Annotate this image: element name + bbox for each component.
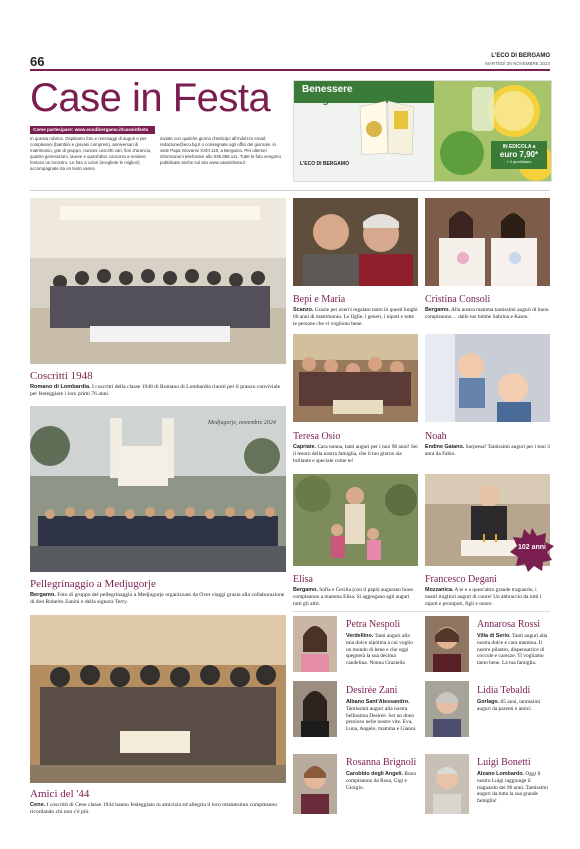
article-text: Tanti auguri alla nostra dolce e cara mamma. Il nostro pilastro, dispensatrice di coccole e carezze. Ti vogliamo tanto bene. La tua famiglia.	[477, 633, 548, 667]
article-place: Verdellino.	[346, 633, 374, 639]
article-body	[477, 771, 550, 805]
article-text: I coscritti di Cene classe 1944 hanno festeggiato in amicizia ed allegria il loro ottantesimo compleanno ricordando chi non c'è più.	[30, 802, 278, 815]
article-title: Rosanna Brignoli	[346, 757, 417, 768]
article-body	[425, 444, 550, 458]
article-text: I coscritti della classe 1948 di Romano di Lombardia riuniti per il pranzo conviviale per festeggiare i loro primi 76 anni.	[30, 384, 281, 397]
article-place: Albano Sant'Alessandro.	[346, 699, 410, 705]
ad-book-icon	[356, 99, 418, 157]
ad-badge-line-1: IN EDICOLA a	[502, 144, 536, 150]
article-body	[425, 307, 550, 321]
article-title: Teresa Osio	[293, 431, 341, 442]
article-text: Sofia e Cecilia (con il papà) augurano buon compleanno a mamma Elisa. Si aggregano agli auguri tutti gli altri.	[293, 587, 414, 607]
article-body	[293, 307, 418, 327]
article-body	[30, 592, 286, 606]
newspaper-name: L'ECO DI BERGAMO	[491, 53, 550, 59]
ad-brand: L'ECO DI BERGAMO	[300, 161, 349, 167]
section-divider	[30, 190, 550, 191]
article-place: Alzano Lombardo.	[477, 771, 525, 777]
page-number: 66	[30, 54, 45, 69]
article-text: Grazie per averci regalato tanto in questi lunghi 60 anni di matrimonio. Le figlie, i generi, i nipoti e tutte le persone che vi vogliono bene.	[293, 307, 418, 327]
article-title: Elisa	[293, 574, 313, 585]
article-text: Tanti auguri alla mia dolce nipotina a cui voglio un mondo di bene e che oggi spegnerà la sua decima candelina. Nonna Graziella	[346, 633, 413, 667]
article-place: Romano di Lombardia.	[30, 384, 91, 390]
article-title: Desirée Zani	[346, 685, 398, 696]
article-title: Pellegrinaggio a Medjugorje	[30, 578, 156, 590]
article-text: Alla nostra mamma tantissimi auguri di buon compleanno… dalle tue bimbe Sabrina e Karen.	[425, 307, 549, 320]
ad-badge-line-2: euro 7,90*	[499, 150, 539, 159]
coscritti-1948-photo	[30, 198, 286, 364]
article-place: Bergamo.	[425, 307, 450, 313]
section-title: Case in Festa	[30, 76, 271, 120]
annarosa-rossi-photo	[425, 616, 469, 672]
article-title: Amici del '44	[30, 788, 90, 800]
article-text: Cara nonna, tanti auguri per i tuoi 98 anni! Sei il tesoro della nostra famiglia, che il tuo giorno sia brillante e speciale come te!	[293, 444, 418, 464]
article-body	[30, 384, 286, 398]
article-place: Villa di Serio.	[477, 633, 511, 639]
article-text: Buon compleanno da Rosa, Gigi e Giorgio.	[346, 771, 417, 791]
article-title: Lidia Tebaldi	[477, 685, 531, 696]
article-place: Mozzanica.	[425, 587, 454, 593]
photo-caption: Medjugorje, novembre 2024	[208, 420, 276, 426]
age-badge	[510, 528, 554, 572]
intro-text-right: inviate con qualche giorno d'anticipo all'indirizzo email: redazione@eco.bg.it o consegnate agli uffici del giornale, in viale Papa Giovanni XXIII 118, a Bergamo. Per ulteriori informazioni telefonare allo 035.386.111. Tutte le foto vengono pubblicate anche sul sito www.caseinfesta.it	[160, 136, 281, 165]
article-body	[346, 771, 418, 791]
article-body	[477, 699, 550, 713]
article-body	[477, 633, 550, 667]
amici-44-photo	[30, 615, 286, 783]
ad-badge-line-3: + il quotidiano	[506, 159, 532, 164]
article-title: Petra Nespoli	[346, 619, 401, 630]
article-title: Luigi Bonetti	[477, 757, 531, 768]
bepi-maria-photo	[293, 198, 418, 286]
ad-headline-2: ad ogni sorso!	[302, 95, 371, 106]
article-title: Bepi e Maria	[293, 294, 346, 305]
medjugorje-photo	[30, 406, 286, 572]
article-place: Bergamo.	[30, 592, 56, 598]
article-body	[346, 633, 418, 667]
intro-text-left: In questa rubrica. Ospitiamo foto e messaggi di auguri e per compleanni (bambini e giovani compresi), anniversari di matrimonio, gite di gruppo, riunioni coscritti vari, fiori d'arancio, quattro generazioni, lauree e quant'altro concorra a rendere festoso un incontro. Le foto a colori (scegliete le migliori) accompagnate da un testo vanno	[30, 136, 152, 171]
noah-photo	[425, 334, 550, 422]
article-place: Bergamo.	[293, 587, 318, 593]
article-title: Cristina Consoli	[425, 294, 491, 305]
petra-nespoli-photo	[293, 616, 337, 672]
article-text: 85 anni, tantissimi auguri da parenti e amici.	[477, 699, 541, 712]
article-body	[425, 587, 550, 607]
article-text: Tantissimi auguri alla nostra bellissima Desirée. Sei un dono prezioso nelle nostre vite. Eva, Luna, Angelo, mamma e Gianni.	[346, 705, 417, 733]
age-badge-label: 102 anni	[517, 544, 546, 551]
article-body	[293, 587, 418, 607]
article-place: Cene.	[30, 802, 46, 808]
article-text: Sorpresa! Tantissimi auguri per i tuoi 3 anni da Fabio.	[425, 444, 550, 457]
article-body	[30, 802, 286, 816]
rosanna-brignoli-photo	[293, 754, 337, 814]
how-to-participate[interactable]: Come partecipare: www.ecodibergamo.it/caseinfesta	[30, 126, 155, 134]
article-place: Gorlago.	[477, 699, 500, 705]
teresa-osio-photo	[293, 334, 418, 422]
divider	[293, 611, 550, 612]
article-title: Annarosa Rossi	[477, 619, 541, 630]
article-place: Carobbio degli Angeli.	[346, 771, 404, 777]
article-place: Capriate.	[293, 444, 317, 450]
article-text: Foto di gruppo del pellegrinaggio a Medjugorje organizzato da Ovet viaggi grazie alla collaborazione di don Roberto Zanini e della signora Terry.	[30, 592, 285, 605]
article-title: Noah	[425, 431, 447, 442]
article-text: Oggi il nostro Luigi raggiunge il traguardo dei 90 anni. Tantissimi auguri da tutta la sua grande famiglia!	[477, 771, 548, 805]
cristina-consoli-photo	[425, 198, 550, 286]
elisa-photo	[293, 474, 418, 566]
luigi-bonetti-photo	[425, 754, 469, 814]
advertisement[interactable]	[293, 80, 552, 182]
article-text: A te e a quest'altro grande traguardo, i nostri migliori auguri di cuore! Un abbraccio da tutti i nipoti e pronipoti, figli e nuore.	[425, 587, 542, 607]
article-body	[346, 699, 418, 733]
article-title: Coscritti 1948	[30, 370, 93, 382]
article-place: Endine Gaiano.	[425, 444, 465, 450]
lidia-tebaldi-photo	[425, 681, 469, 737]
header-rule	[30, 69, 550, 71]
issue-date: MARTEDÌ 26 NOVEMBRE 2024	[485, 61, 550, 66]
ad-headline-1: Benessere	[302, 84, 353, 95]
ad-price-badge	[491, 141, 547, 169]
article-place: Scanzo.	[293, 307, 314, 313]
article-body	[293, 444, 418, 464]
article-title: Francesco Degani	[425, 574, 497, 585]
desiree-zani-photo	[293, 681, 337, 737]
